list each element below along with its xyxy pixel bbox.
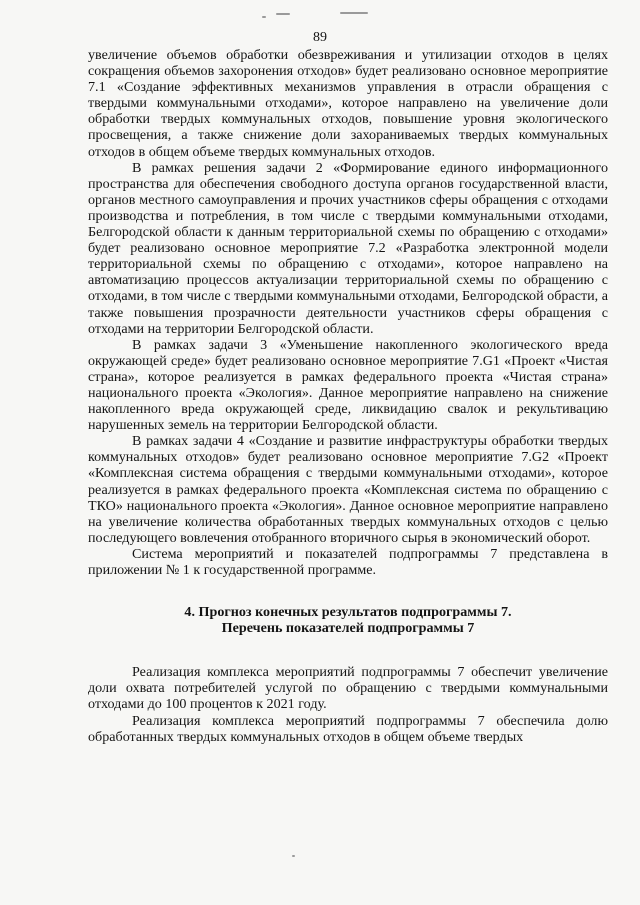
scan-artifact (276, 13, 290, 15)
body-paragraph: Реализация комплекса мероприятий подпрограммы 7 обеспечит увеличение доли охвата потребителей услугой по обращению с твердыми коммунальными отходами до 100 процентов к 2021 году. (88, 664, 608, 713)
body-paragraph: увеличение объемов обработки обезвреживания и утилизации отходов в целях сокращения объемов захоронения отходов» будет реализовано основное мероприятие 7.1 «Создание эффективных механизмов управления в отрасли обращения с твердыми коммунальными отходами», которое направлено на увеличение доли обработки твердых коммунальных отходов, повышение уровня экологического просвещения, а также снижение доли захораниваемых твердых коммунальных отходов в общем объеме твердых коммунальных отходов. (88, 47, 608, 160)
body-paragraph: В рамках задачи 3 «Уменьшение накопленного экологического вреда окружающей среде» будет реализовано основное мероприятие 7.G1 «Проект «Чистая страна», которое реализуется в рамках федерального проекта «Чистая страна» национального проекта «Экология». Данное мероприятие направлено на снижение накопленного вреда окружающей среде, ликвидацию свалок и рекультивацию нарушенных земель на территории Белгородской области. (88, 336, 608, 434)
section-heading-line: Перечень показателей подпрограммы 7 (221, 620, 475, 637)
scan-artifact (340, 12, 368, 14)
scan-artifact (262, 16, 266, 18)
section-heading-line: 4. Прогноз конечных результатов подпрограммы 7. (184, 604, 512, 621)
section-heading (88, 604, 608, 636)
page-number: 89 (313, 30, 327, 45)
body-paragraph: Система мероприятий и показателей подпрограммы 7 представлена в приложении № 1 к государственной программе. (88, 545, 608, 578)
scan-artifact (292, 855, 295, 857)
body-paragraph: В рамках решения задачи 2 «Формирование единого информационного пространства для обеспечения свободного доступа органов государственной власти, органов местного самоуправления и прочих участников сферы обращения с отходами производства и потребления, в том числе с твердыми коммунальными отходами, Белгородской области к данным территориальной схемы по обращению с отходами» будет реализовано основное мероприятие 7.2 «Разработка электронной модели территориальной схемы по обращению с отходами», которое направлено на автоматизацию процессов актуализации территориальной схемы по обращению с отходами, в том числе с твердыми коммунальными отходами, Белгородской обрасти, а также повышения прозрачности деятельности участников сферы обращения с отходами на территории Белгородской области. (88, 159, 608, 337)
document-body (88, 47, 608, 745)
body-paragraph: Реализация комплекса мероприятий подпрограммы 7 обеспечила долю обработанных твердых коммунальных отходов в общем объеме твердых (88, 712, 608, 745)
body-paragraph: В рамках задачи 4 «Создание и развитие инфраструктуры обработки твердых коммунальных отходов» будет реализовано основное мероприятие 7.G2 «Проект «Комплексная система обращения с твердыми коммунальными отходами», которое реализуется в рамках федерального проекта «Комплексная система по обращению с ТКО» национального проекта «Экология». Данное основное мероприятие направлено на увеличение количества обработанных твердых коммунальных отходов с целью последующего вовлечения отобранного вторичного сырья в экономический оборот. (88, 433, 608, 546)
